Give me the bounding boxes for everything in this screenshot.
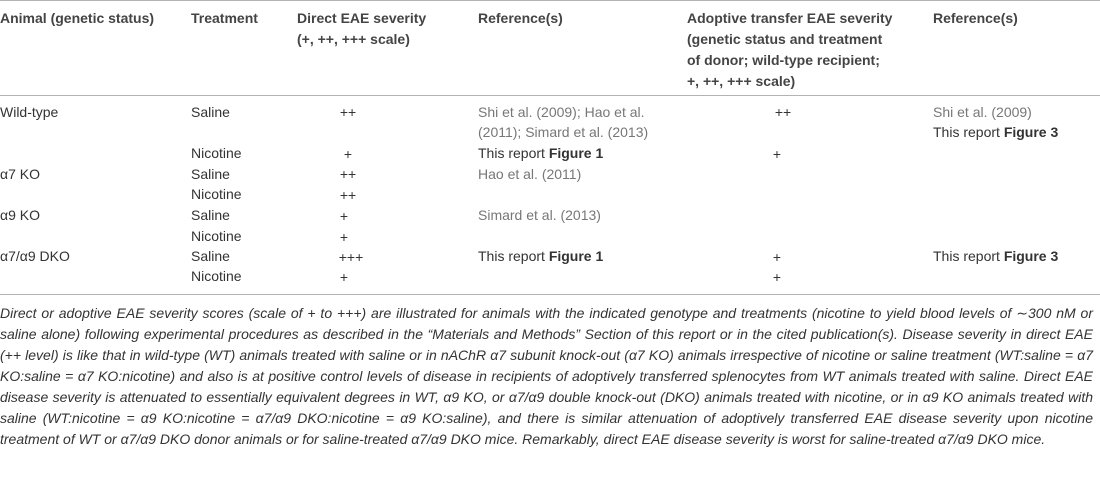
cell-animal: α7 KO bbox=[0, 166, 40, 182]
cell-reference-2: This report Figure 3 bbox=[933, 124, 1059, 140]
header-animal: Animal (genetic status) bbox=[0, 10, 155, 26]
header-direct-line2: (+, ++, +++ scale) bbox=[297, 31, 410, 47]
cell-treatment: Saline bbox=[191, 248, 230, 264]
cell-adoptive: + bbox=[772, 146, 782, 162]
cell-reference: This report Figure 1 bbox=[478, 145, 604, 161]
cell-direct: + bbox=[339, 208, 349, 224]
cell-treatment: Nicotine bbox=[191, 268, 242, 284]
cell-treatment: Saline bbox=[191, 104, 230, 120]
body-rule bbox=[0, 294, 1100, 295]
cell-direct: +++ bbox=[338, 249, 364, 265]
header-direct-line1: Direct EAE severity bbox=[297, 10, 427, 26]
cell-direct: ++ bbox=[339, 104, 357, 120]
header-adoptive-line3: of donor; wild-type recipient; bbox=[687, 52, 880, 68]
cell-animal: α9 KO bbox=[0, 207, 40, 223]
cell-animal: α7/α9 DKO bbox=[0, 248, 70, 264]
header-reference-2: Reference(s) bbox=[933, 10, 1018, 26]
header-adoptive-line4: +, ++, +++ scale) bbox=[687, 73, 796, 89]
table-footnote: Direct or adoptive EAE severity scores (scale of + to +++) are illustrated for animals with the indicated genotype and treatments (nicotine to yield blood levels of ∼300 nM or saline alone) following experimental procedures as described in the “Materials and Methods” Section of this report or in the cited publication(s). Disease severity in direct EAE (++ level) is like that in wild-type (WT) animals treated with saline or in nAChR α7 subunit knock-out (α7 KO) animals irrespective of nicotine or saline treatment (WT:saline = α7 KO:saline = α7 KO:nicotine) and also is at positive control levels of disease in recipients of adoptively transferred splenocytes from WT animals treated with saline. Direct EAE disease severity is attenuated to essentially equivalent degrees in WT, α9 KO, or α7/α9 double knock-out (DKO) animals treated with nicotine, or in α9 KO animals treated with saline (WT:nicotine = α9 KO:nicotine = α7/α9 DKO:nicotine = α9 KO:saline), and there is similar attenuation of adoptively transferred EAE disease severity upon nicotine treatment of WT or α7/α9 DKO donor animals or for saline-treated α7/α9 DKO mice. Remarkably, direct EAE disease severity is worst for saline-treated α7/α9 DKO mice. bbox=[0, 305, 1093, 447]
cell-adoptive: + bbox=[772, 269, 782, 285]
cell-treatment: Nicotine bbox=[191, 186, 242, 202]
cell-direct: ++ bbox=[339, 187, 357, 203]
cell-reference: Shi et al. (2009); Hao et al. bbox=[478, 104, 645, 120]
header-adoptive-line2: (genetic status and treatment bbox=[687, 31, 883, 47]
cell-reference-2: Shi et al. (2009) bbox=[933, 104, 1032, 120]
header-rule bbox=[0, 95, 1100, 96]
cell-reference: Hao et al. (2011) bbox=[478, 166, 582, 182]
cell-reference-2: This report Figure 3 bbox=[933, 248, 1059, 264]
cell-direct: ++ bbox=[339, 166, 357, 182]
cell-treatment: Nicotine bbox=[191, 145, 242, 161]
cell-reference: This report Figure 1 bbox=[478, 248, 604, 264]
cell-direct: + bbox=[343, 146, 353, 162]
cell-treatment: Nicotine bbox=[191, 228, 242, 244]
header-reference-1: Reference(s) bbox=[478, 10, 563, 26]
cell-adoptive: + bbox=[772, 249, 782, 265]
cell-animal: Wild-type bbox=[0, 104, 59, 120]
cell-adoptive: ++ bbox=[774, 104, 792, 120]
cell-reference: (2011); Simard et al. (2013) bbox=[478, 124, 649, 140]
header-adoptive-line1: Adoptive transfer EAE severity bbox=[687, 10, 893, 26]
cell-direct: + bbox=[339, 269, 349, 285]
cell-reference: Simard et al. (2013) bbox=[478, 207, 601, 223]
top-rule bbox=[0, 0, 1100, 1]
cell-treatment: Saline bbox=[191, 207, 230, 223]
cell-treatment: Saline bbox=[191, 166, 230, 182]
header-treatment: Treatment bbox=[191, 10, 258, 26]
cell-direct: + bbox=[339, 229, 349, 245]
